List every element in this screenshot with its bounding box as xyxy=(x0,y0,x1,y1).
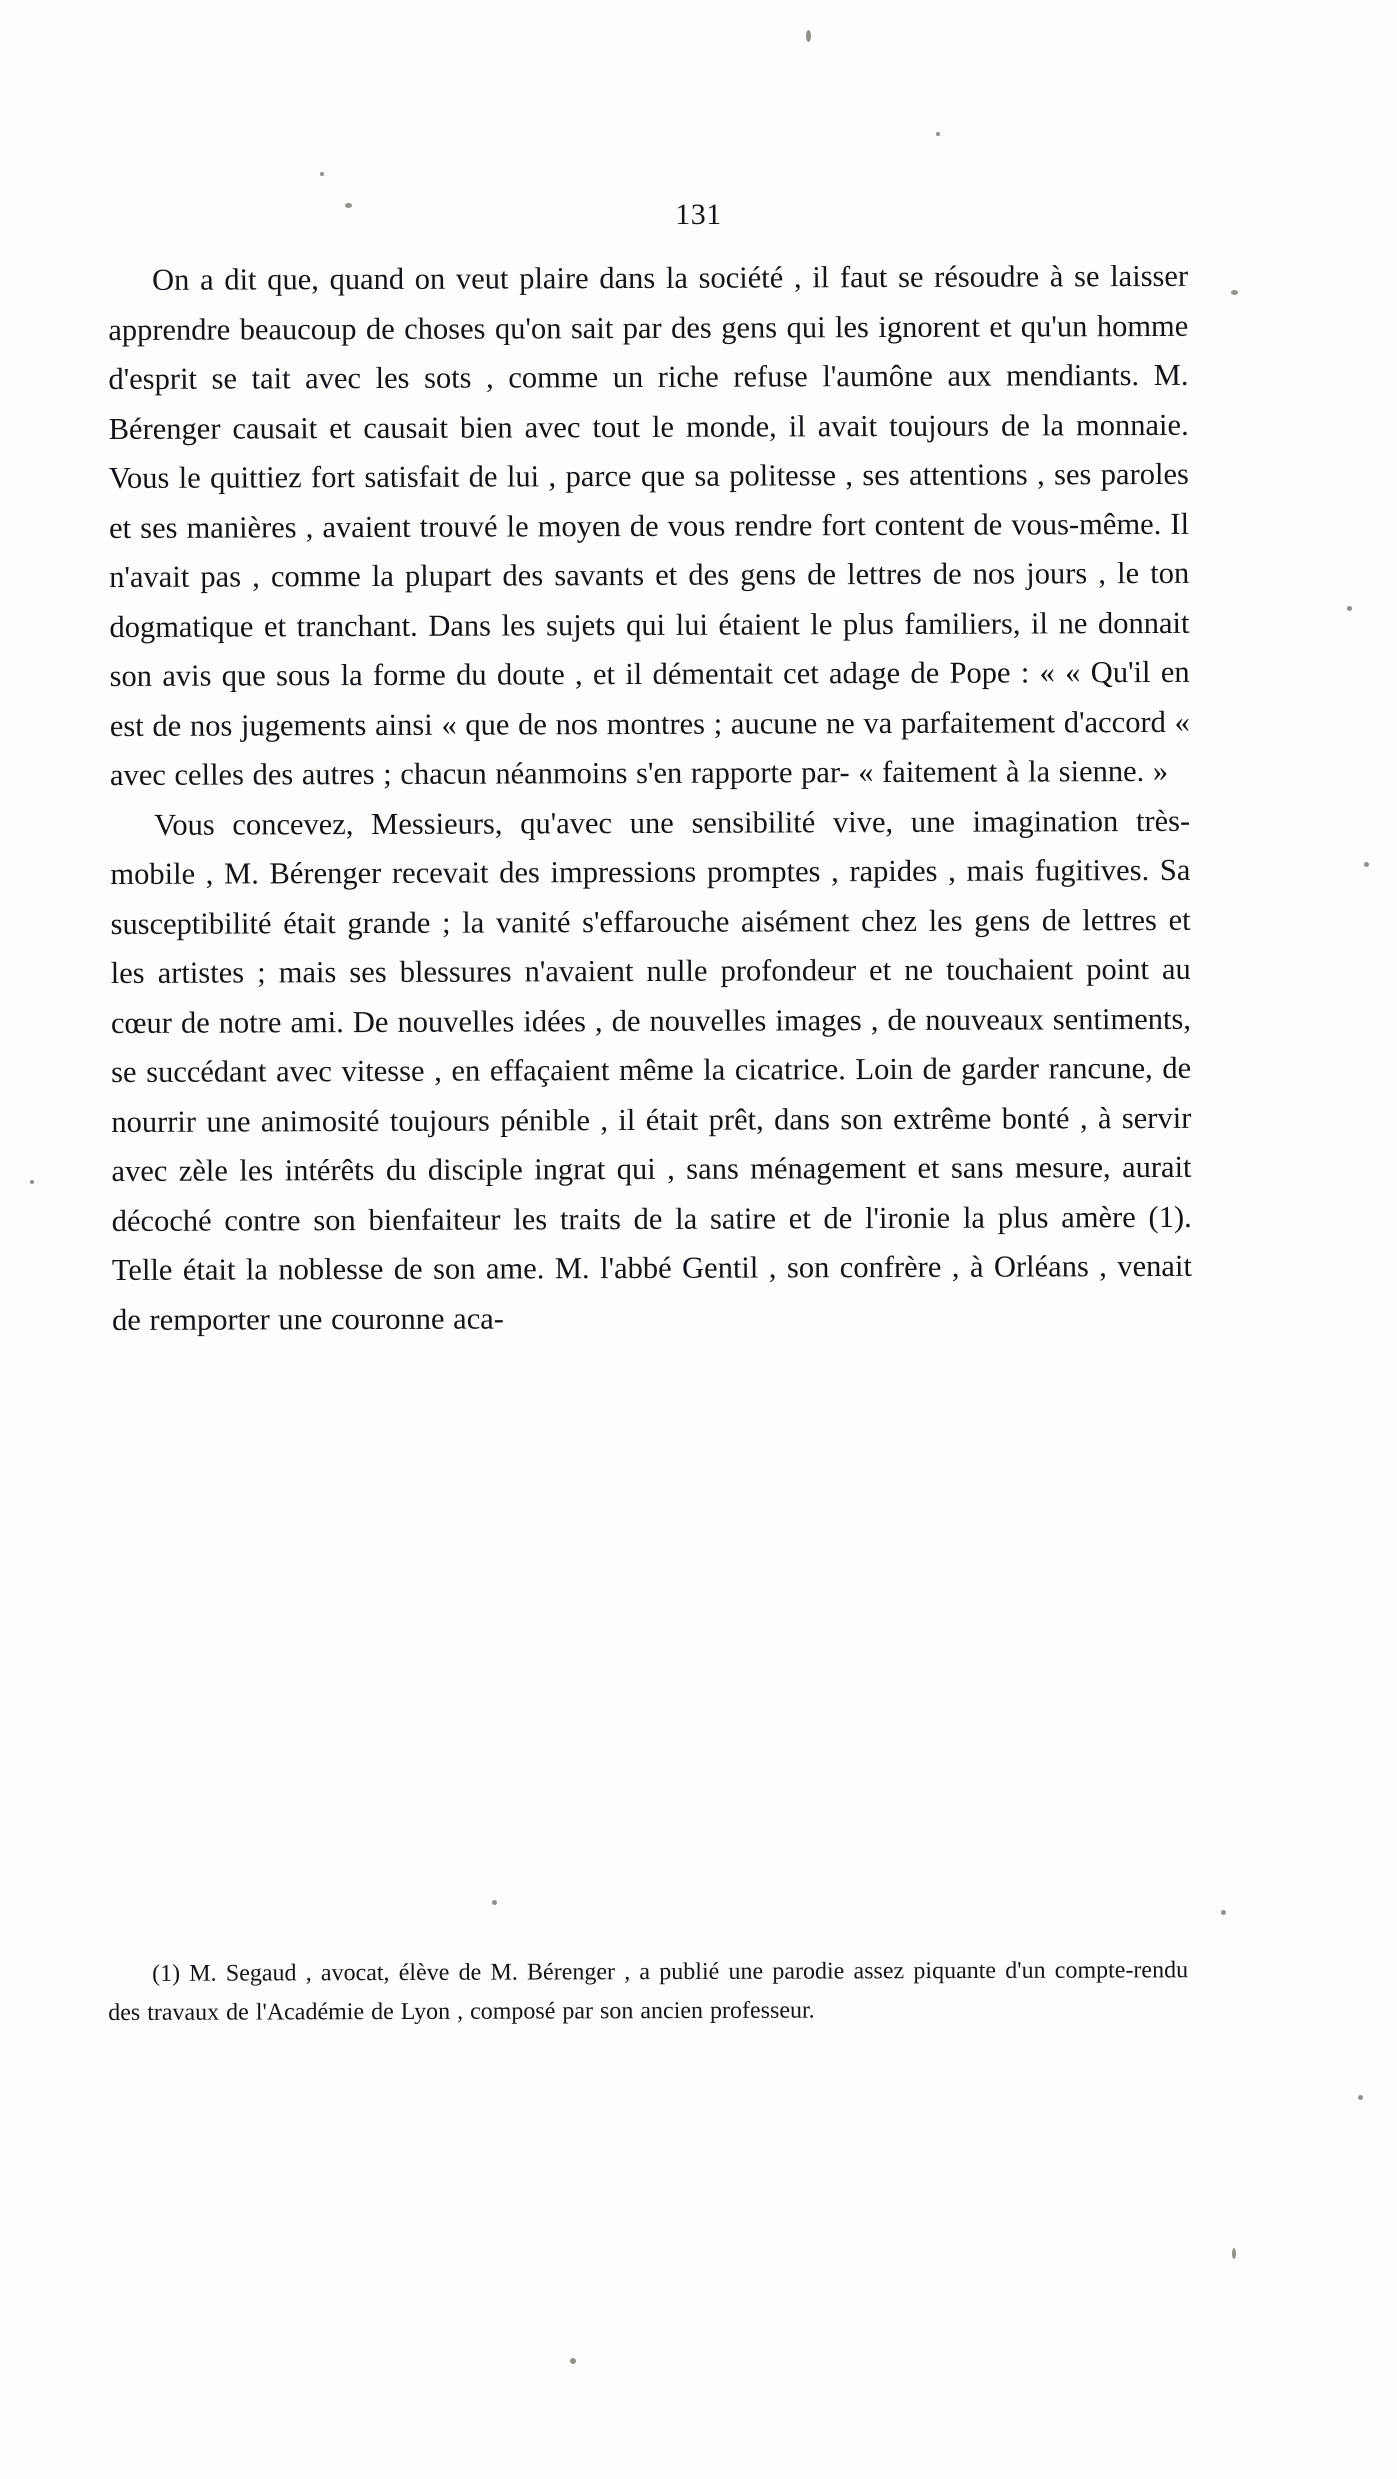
scan-speck xyxy=(30,1180,34,1184)
scan-speck xyxy=(1231,290,1238,295)
scan-speck xyxy=(1358,2095,1363,2100)
scan-speck xyxy=(570,2358,576,2364)
footnote-1: (1) M. Segaud , avocat, élève de M. Bérenger , a publié une parodie assez piquante d'un compte-rendu des travaux de l'Académie de Lyon , composé par son ancien professeur. xyxy=(108,1957,1189,2026)
scan-speck xyxy=(806,30,811,42)
paragraph-2: Vous concevez, Messieurs, qu'avec une sensibilité vive, une imagination très-mobile , M. Bérenger recevait des impressions promptes , rapides , mais fugitives. Sa susceptibilité était grande ; la vanité s'effarouche aisément chez les gens de lettres et les artistes ; mais ses blessures n'avaient nulle profondeur et ne touchaient point au cœur de notre ami. De nouvelles idées , de nouvelles images , de nouveaux sentiments, se succédant avec vitesse , en effaçaient même la cicatrice. Loin de garder rancune, de nourrir une animosité toujours pénible , il était prêt, dans son extrême bonté , à servir avec zèle les intérêts du disciple ingrat qui , sans ménagement et sans mesure, aurait décoché contre son bienfaiteur les traits de la satire et de l'ironie la plus amère (1). Telle était la noblesse de son ame. M. l'abbé Gentil , son confrère , à Orléans , venait de remporter une couronne aca- xyxy=(110,803,1192,1337)
scan-speck xyxy=(1232,2248,1236,2259)
scan-speck xyxy=(492,1900,497,1905)
paragraph-1: On a dit que, quand on veut plaire dans la société , il faut se résoudre à se laisser apprendre beaucoup de choses qu'on sait par des gens qui les ignorent et qu'un homme d'esprit se tait avec les sots , comme un riche refuse l'aumône aux mendiants. M. Bérenger causait et causait bien avec tout le monde, il avait toujours de la monnaie. Vous le quittiez fort satisfait de lui , parce que sa politesse , ses attentions , ses paroles et ses manières , avaient trouvé le moyen de vous rendre fort content de vous-même. Il n'avait pas , comme la plupart des savants et des gens de lettres de nos jours , le ton dogmatique et tranchant. Dans les sujets qui lui étaient le plus familiers, il ne donnait son avis que sous la forme du doute , et il démentait cet adage de Pope : « « Qu'il en est de nos jugements ainsi « que de nos montres ; aucune ne va parfaitement d'accord « avec celles des autres ; chacun néanmoins s'en rapporte par- « faitement à la sienne. » xyxy=(108,258,1190,792)
scan-speck xyxy=(936,132,940,136)
scan-speck xyxy=(320,172,324,176)
body-text xyxy=(108,252,1192,1345)
page-number: 131 xyxy=(675,198,722,231)
scan-speck xyxy=(345,203,352,208)
footnote-area xyxy=(108,1951,1188,2033)
scan-speck xyxy=(1221,1910,1226,1915)
scan-speck xyxy=(1347,606,1352,611)
scan-speck xyxy=(1364,862,1369,867)
